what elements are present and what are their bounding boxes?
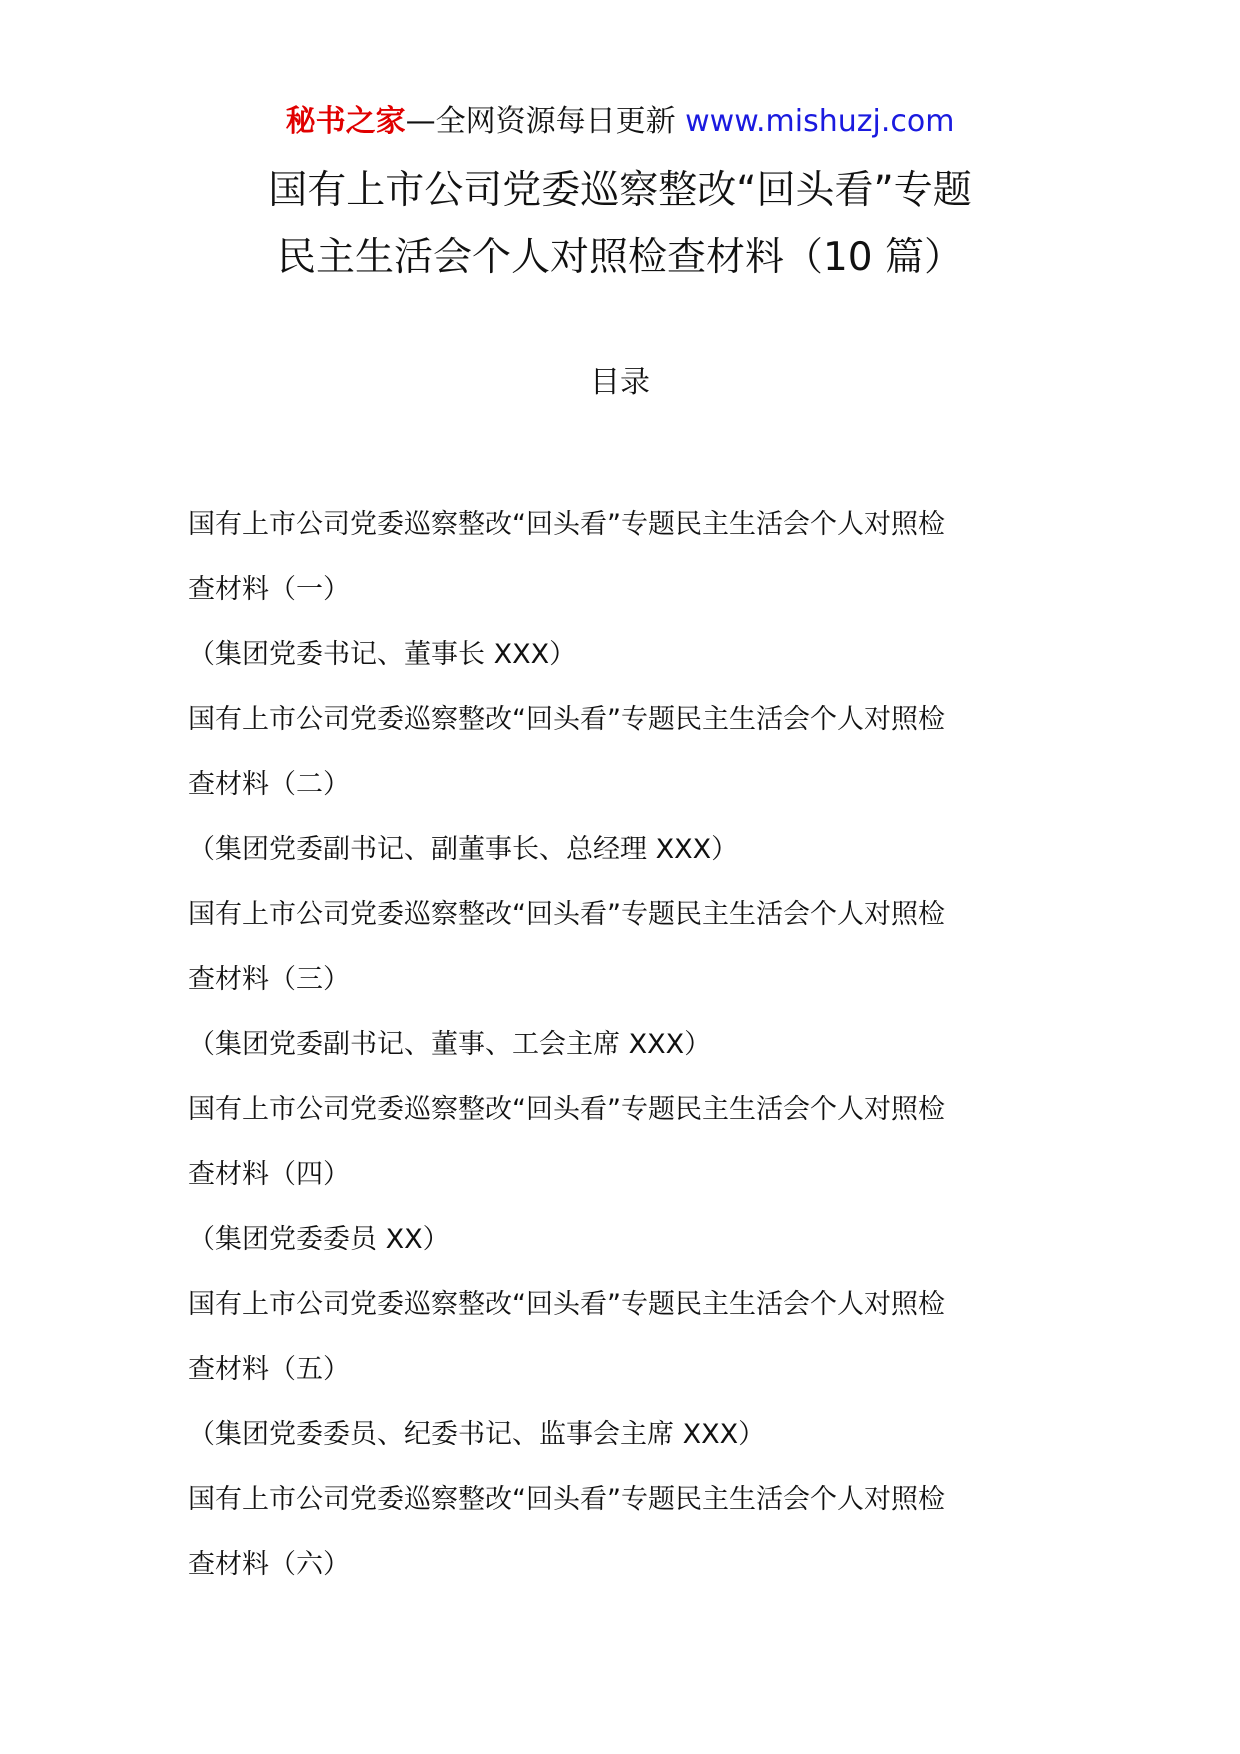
document-title-line-2: 民主生活会个人对照检查材料（10 篇）: [276, 235, 964, 280]
toc-entry-1-title-line-1[interactable]: 国有上市公司党委巡察整改“回头看”专题民主生活会个人对照检: [188, 509, 945, 540]
toc-entry-2-role: （集团党委副书记、副董事长、总经理 XXX）: [188, 834, 739, 865]
banner-brand: 秘书之家: [285, 104, 406, 139]
toc-entry-1-title-line-2[interactable]: 查材料（一）: [188, 574, 350, 605]
toc-entry-3-title-line-1[interactable]: 国有上市公司党委巡察整改“回头看”专题民主生活会个人对照检: [188, 899, 945, 930]
document-title-line-1: 国有上市公司党委巡察整改“回头看”专题: [268, 168, 972, 213]
toc-entry-1-role: （集团党委书记、董事长 XXX）: [188, 639, 577, 670]
toc-entry-3-title-line-2[interactable]: 查材料（三）: [188, 964, 350, 995]
toc-entry-5-title-line-1[interactable]: 国有上市公司党委巡察整改“回头看”专题民主生活会个人对照检: [188, 1289, 945, 1320]
toc-heading: 目录: [590, 365, 650, 400]
banner-tagline: —全网资源每日更新: [405, 104, 686, 139]
banner-url-link[interactable]: www.mishuzj.com: [685, 104, 955, 139]
toc-entry-4-role: （集团党委委员 XX）: [188, 1224, 450, 1255]
toc-entry-3-role: （集团党委副书记、董事、工会主席 XXX）: [188, 1029, 712, 1060]
toc-entry-4-title-line-1[interactable]: 国有上市公司党委巡察整改“回头看”专题民主生活会个人对照检: [188, 1094, 945, 1125]
site-banner: [0, 102, 1240, 142]
toc-entry-2-title-line-1[interactable]: 国有上市公司党委巡察整改“回头看”专题民主生活会个人对照检: [188, 704, 945, 735]
toc-entry-5-title-line-2[interactable]: 查材料（五）: [188, 1354, 350, 1385]
toc-entry-5-role: （集团党委委员、纪委书记、监事会主席 XXX）: [188, 1419, 766, 1450]
toc-entry-4-title-line-2[interactable]: 查材料（四）: [188, 1159, 350, 1190]
toc-entry-6-title-line-1[interactable]: 国有上市公司党委巡察整改“回头看”专题民主生活会个人对照检: [188, 1484, 945, 1515]
toc-entry-6-title-line-2[interactable]: 查材料（六）: [188, 1549, 350, 1580]
table-of-contents: [188, 492, 1068, 1597]
toc-entry-2-title-line-2[interactable]: 查材料（二）: [188, 769, 350, 800]
